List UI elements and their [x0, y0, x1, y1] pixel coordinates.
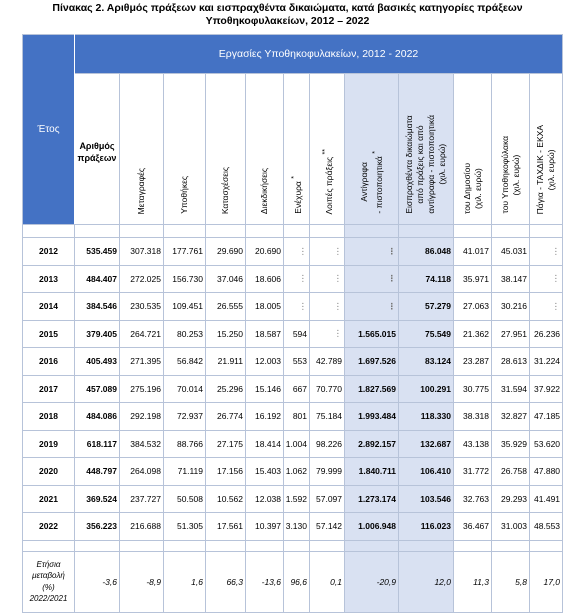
cell-loipes: 70.770	[310, 375, 345, 403]
col-header-arithmos: Αριθμός πράξεων	[75, 74, 120, 225]
cell-metagrafes: 271.395	[120, 348, 164, 376]
cell-eisprax: 118.330	[399, 403, 454, 431]
year-cell: 2016	[23, 348, 75, 376]
group-header: Εργασίες Υποθηκοφυλακείων, 2012 - 2022	[75, 35, 563, 74]
col-header-antigrafa: Αντίγραφα - πιστοποιητικά *	[345, 74, 399, 225]
cell-arith: 356.223	[75, 513, 120, 541]
cell-arith: 457.089	[75, 375, 120, 403]
cell-arith: 618.117	[75, 430, 120, 458]
col-header-pagia: Πάγια - ΤΑΧΔΙΚ - ΕΚΧΑ (χιλ. ευρώ)	[530, 74, 563, 225]
change-cell-eisprax: 12,0	[399, 551, 454, 612]
cell-pagia: 53.620	[530, 430, 563, 458]
cell-diekdikiseis: 15.403	[246, 458, 284, 486]
year-cell: 2017	[23, 375, 75, 403]
cell-ypothik: 35.929	[492, 430, 530, 458]
cell-loipes: ⋮	[310, 320, 345, 348]
cell-dimosiou: 36.467	[454, 513, 492, 541]
cell-pagia: 47.185	[530, 403, 563, 431]
cell-arith: 535.459	[75, 238, 120, 266]
table-row	[23, 238, 563, 266]
col-header-ypothikofylaka: του Υποθηκοφύλακα (χιλ. ευρώ)	[492, 74, 530, 225]
year-cell: 2021	[23, 485, 75, 513]
cell-enexyra: ⋮	[284, 293, 310, 321]
cell-diekdikiseis: 18.005	[246, 293, 284, 321]
cell-enexyra: 553	[284, 348, 310, 376]
col-header-dimosiou: του Δημοσίου (χιλ. ευρώ)	[454, 74, 492, 225]
cell-antigrafa: 1.697.526	[345, 348, 399, 376]
cell-ypothik: 28.613	[492, 348, 530, 376]
table-row	[23, 458, 563, 486]
cell-antigrafa: 2.892.157	[345, 430, 399, 458]
change-cell-diekdikiseis: -13,6	[246, 551, 284, 612]
cell-ypothikes: 109.451	[164, 293, 206, 321]
cell-dimosiou: 30.775	[454, 375, 492, 403]
cell-diekdikiseis: 18.414	[246, 430, 284, 458]
cell-diekdikiseis: 20.690	[246, 238, 284, 266]
cell-ypothikes: 51.305	[164, 513, 206, 541]
col-header-metagrafes: Μεταγραφές	[120, 74, 164, 225]
cell-metagrafes: 216.688	[120, 513, 164, 541]
cell-arith: 379.405	[75, 320, 120, 348]
cell-antigrafa: 1.273.174	[345, 485, 399, 513]
cell-eisprax: 116.023	[399, 513, 454, 541]
table-row	[23, 403, 563, 431]
cell-ypothikes: 70.014	[164, 375, 206, 403]
cell-eisprax: 132.687	[399, 430, 454, 458]
cell-loipes: ⋮	[310, 265, 345, 293]
year-cell: 2022	[23, 513, 75, 541]
cell-metagrafes: 275.196	[120, 375, 164, 403]
cell-eisprax: 83.124	[399, 348, 454, 376]
cell-diekdikiseis: 10.397	[246, 513, 284, 541]
cell-pagia: 37.922	[530, 375, 563, 403]
cell-ypothik: 32.827	[492, 403, 530, 431]
table-row	[23, 348, 563, 376]
cell-eisprax: 57.279	[399, 293, 454, 321]
cell-enexyra: 667	[284, 375, 310, 403]
change-cell-ypothik: 5,8	[492, 551, 530, 612]
year-cell: 2015	[23, 320, 75, 348]
year-cell: 2019	[23, 430, 75, 458]
cell-katasxeseis: 17.156	[206, 458, 246, 486]
cell-ypothikes: 71.119	[164, 458, 206, 486]
cell-ypothik: 31.594	[492, 375, 530, 403]
cell-antigrafa: 1.993.484	[345, 403, 399, 431]
cell-arith: 484.407	[75, 265, 120, 293]
annual-change-label: Ετήσια μεταβολή (%) 2022/2021	[23, 551, 75, 612]
cell-arith: 448.797	[75, 458, 120, 486]
cell-ypothikes: 177.761	[164, 238, 206, 266]
cell-ypothik: 45.031	[492, 238, 530, 266]
table-row	[23, 265, 563, 293]
cell-katasxeseis: 10.562	[206, 485, 246, 513]
cell-ypothik: 26.758	[492, 458, 530, 486]
cell-katasxeseis: 37.046	[206, 265, 246, 293]
cell-ypothik: 30.216	[492, 293, 530, 321]
change-cell-enexyra: 96,6	[284, 551, 310, 612]
cell-loipes: 75.184	[310, 403, 345, 431]
change-cell-antigrafa: -20,9	[345, 551, 399, 612]
cell-ypothikes: 56.842	[164, 348, 206, 376]
cell-pagia: 26.236	[530, 320, 563, 348]
cell-dimosiou: 41.017	[454, 238, 492, 266]
cell-loipes: 42.789	[310, 348, 345, 376]
cell-eisprax: 74.118	[399, 265, 454, 293]
col-header-diekdikiseis: Διεκδικήσεις	[246, 74, 284, 225]
change-cell-pagia: 17,0	[530, 551, 563, 612]
cell-eisprax: 75.549	[399, 320, 454, 348]
cell-antigrafa: 1.840.711	[345, 458, 399, 486]
year-cell: 2012	[23, 238, 75, 266]
cell-dimosiou: 27.063	[454, 293, 492, 321]
cell-enexyra: 1.592	[284, 485, 310, 513]
cell-katasxeseis: 25.296	[206, 375, 246, 403]
cell-enexyra: 1.004	[284, 430, 310, 458]
change-cell-katasxeseis: 66,3	[206, 551, 246, 612]
cell-metagrafes: 264.721	[120, 320, 164, 348]
cell-antigrafa: ⋮	[345, 265, 399, 293]
cell-diekdikiseis: 12.038	[246, 485, 284, 513]
cell-diekdikiseis: 18.606	[246, 265, 284, 293]
table-row	[23, 513, 563, 541]
year-cell: 2014	[23, 293, 75, 321]
year-cell: 2018	[23, 403, 75, 431]
cell-loipes: ⋮	[310, 238, 345, 266]
cell-ypothikes: 80.253	[164, 320, 206, 348]
cell-arith: 384.546	[75, 293, 120, 321]
cell-diekdikiseis: 18.587	[246, 320, 284, 348]
table-row	[23, 430, 563, 458]
cell-loipes: 57.097	[310, 485, 345, 513]
spacer-row	[23, 225, 563, 238]
cell-eisprax: 106.410	[399, 458, 454, 486]
cell-pagia: ⋮	[530, 293, 563, 321]
table-row	[23, 320, 563, 348]
cell-ypothikes: 88.766	[164, 430, 206, 458]
year-cell: 2020	[23, 458, 75, 486]
cell-enexyra: 1.062	[284, 458, 310, 486]
cell-loipes: 98.226	[310, 430, 345, 458]
title-line-2: Υποθηκοφυλακείων, 2012 – 2022	[205, 15, 370, 27]
cell-antigrafa: ⋮	[345, 293, 399, 321]
cell-enexyra: 3.130	[284, 513, 310, 541]
cell-ypothikes: 156.730	[164, 265, 206, 293]
cell-enexyra: 801	[284, 403, 310, 431]
change-cell-ypothikes: 1,6	[164, 551, 206, 612]
cell-loipes: 57.142	[310, 513, 345, 541]
cell-katasxeseis: 26.555	[206, 293, 246, 321]
cell-arith: 405.493	[75, 348, 120, 376]
cell-katasxeseis: 27.175	[206, 430, 246, 458]
cell-arith: 484.086	[75, 403, 120, 431]
cell-katasxeseis: 29.690	[206, 238, 246, 266]
cell-dimosiou: 31.772	[454, 458, 492, 486]
cell-katasxeseis: 15.250	[206, 320, 246, 348]
cell-ypothik: 27.951	[492, 320, 530, 348]
cell-eisprax: 100.291	[399, 375, 454, 403]
year-cell: 2013	[23, 265, 75, 293]
cell-dimosiou: 21.362	[454, 320, 492, 348]
change-cell-loipes: 0,1	[310, 551, 345, 612]
cell-dimosiou: 43.138	[454, 430, 492, 458]
change-cell-metagrafes: -8,9	[120, 551, 164, 612]
cell-antigrafa: 1.006.948	[345, 513, 399, 541]
cell-eisprax: 86.048	[399, 238, 454, 266]
cell-diekdikiseis: 16.192	[246, 403, 284, 431]
cell-diekdikiseis: 15.146	[246, 375, 284, 403]
cell-dimosiou: 35.971	[454, 265, 492, 293]
cell-ypothikes: 50.508	[164, 485, 206, 513]
cell-loipes: 79.999	[310, 458, 345, 486]
change-cell-arith: -3,6	[75, 551, 120, 612]
cell-ypothik: 31.003	[492, 513, 530, 541]
table-row	[23, 485, 563, 513]
cell-katasxeseis: 26.774	[206, 403, 246, 431]
cell-enexyra: ⋮	[284, 238, 310, 266]
cell-katasxeseis: 21.911	[206, 348, 246, 376]
table-title	[0, 2, 575, 28]
change-cell-dimosiou: 11,3	[454, 551, 492, 612]
cell-loipes: ⋮	[310, 293, 345, 321]
table-row	[23, 293, 563, 321]
cell-dimosiou: 38.318	[454, 403, 492, 431]
spacer-row	[23, 540, 563, 551]
cell-metagrafes: 272.025	[120, 265, 164, 293]
cell-metagrafes: 292.198	[120, 403, 164, 431]
cell-pagia: 48.553	[530, 513, 563, 541]
cell-eisprax: 103.546	[399, 485, 454, 513]
cell-pagia: 41.491	[530, 485, 563, 513]
cell-metagrafes: 237.727	[120, 485, 164, 513]
cell-ypothik: 29.293	[492, 485, 530, 513]
cell-antigrafa: ⋮	[345, 238, 399, 266]
cell-pagia: 31.224	[530, 348, 563, 376]
year-header: Έτος	[23, 35, 75, 225]
cell-dimosiou: 23.287	[454, 348, 492, 376]
cell-pagia: 47.880	[530, 458, 563, 486]
cell-pagia: ⋮	[530, 238, 563, 266]
cell-enexyra: ⋮	[284, 265, 310, 293]
cell-antigrafa: 1.565.015	[345, 320, 399, 348]
cell-metagrafes: 264.098	[120, 458, 164, 486]
col-header-ypothikes: Υποθήκες	[164, 74, 206, 225]
cell-enexyra: 594	[284, 320, 310, 348]
cell-metagrafes: 384.532	[120, 430, 164, 458]
title-line-1: Πίνακας 2. Αριθμός πράξεων και εισπραχθέντα δικαιώματα, κατά βασικές κατηγορίες πράξεων	[52, 2, 523, 14]
cell-metagrafes: 307.318	[120, 238, 164, 266]
col-header-katasxeseis: Κατασχέσεις	[206, 74, 246, 225]
cell-arith: 369.524	[75, 485, 120, 513]
table-row	[23, 375, 563, 403]
cell-ypothik: 38.147	[492, 265, 530, 293]
data-table	[22, 34, 563, 613]
cell-antigrafa: 1.827.569	[345, 375, 399, 403]
cell-dimosiou: 32.763	[454, 485, 492, 513]
col-header-enexyra: Ενέχυρα *	[284, 74, 310, 225]
col-header-eisprax: Εισπραχθέντα δικαιώματα από πράξεις και από αντίγραφα - πιστοποιητικά (χιλ. ευρώ)	[399, 74, 454, 225]
cell-katasxeseis: 17.561	[206, 513, 246, 541]
cell-metagrafes: 230.535	[120, 293, 164, 321]
cell-diekdikiseis: 12.003	[246, 348, 284, 376]
annual-change-row	[23, 551, 563, 612]
cell-ypothikes: 72.937	[164, 403, 206, 431]
col-header-loipes: Λοιπές πράξεις **	[310, 74, 345, 225]
cell-pagia: ⋮	[530, 265, 563, 293]
